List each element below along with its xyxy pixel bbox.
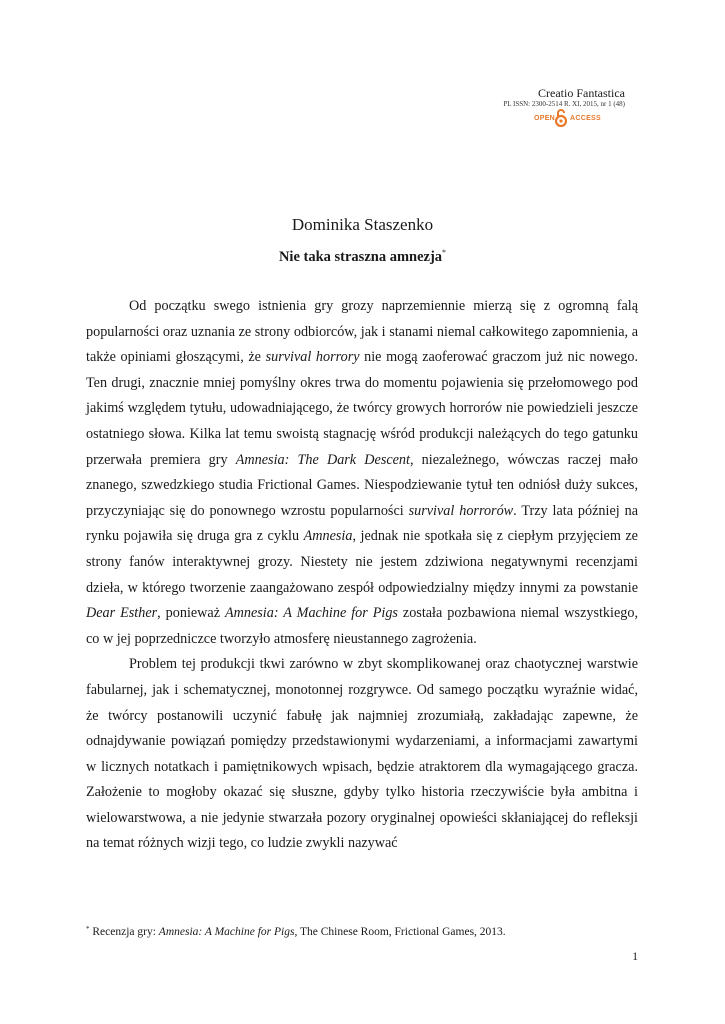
body-paragraph: [86, 652, 638, 857]
journal-header: [385, 86, 625, 109]
footnote: [86, 922, 638, 939]
text-run: , ponieważ: [157, 605, 225, 622]
text-run: została pozbawiona niemal wszystkiego, co w jej poprzedniczce tworzyło atmosferę nieustannego zagrożenia.: [86, 605, 638, 647]
article-body: [86, 294, 638, 857]
text-run: , jednak nie spotkała się z ciepłym przyjęciem ze strony fanów interaktywnej grozy. Niestety nie jestem zdziwiona negatywnymi recenzjami dzieła, w którego tworzenie zaangażowano zespół odpowiedzialny między innymi za powstanie: [86, 528, 638, 596]
open-lock-icon: [555, 108, 567, 128]
body-paragraph: [86, 294, 638, 652]
open-access-label-left: OPEN: [534, 115, 556, 122]
footnote-text: [90, 926, 506, 938]
text-run: nie mogą zaoferować graczom już nic nowego. Ten drugi, znacznie mniej pomyślny okres trwa do momentu pojawienia się przełomowego pod jakimś względem tytułu, udowadniającego, że twórcy growych horrorów nie powiedzieli jeszcze ostatniego słowa. Kilka lat temu swoistą stagnację wśród produkcji należących do tego gatunku przerwała premiera gry: [86, 349, 638, 468]
text-run: Od początku swego istnienia gry grozy naprzemiennie mierzą się z ogromną falą popularności oraz uznania ze strony odbiorców, jak i stanami niemal całkowitego zapomnienia, a także opiniami głoszącymi, że: [86, 298, 638, 366]
open-access-logo: [518, 108, 618, 130]
article-title: [0, 244, 725, 266]
italic-run: Amnesia: A Machine for Pigs: [224, 605, 398, 622]
text-run: . Trzy lata później na rynku pojawiła się druga gra z cyklu: [86, 502, 638, 545]
italic-run: Amnesia: A Machine for Pigs: [158, 926, 295, 938]
italic-run: Dear Esther: [86, 605, 158, 622]
text-run: , niezależnego, wówczas raczej mało znanego, szwedzkiego studia Frictional Games. Niespodziewanie tytuł ten odniósł duży sukces, przyczyniając się do ponownego wzrostu popularności: [86, 451, 638, 519]
journal-issn: PL ISSN: 2300-2514 R. XI, 2015, nr 1 (48): [503, 100, 625, 108]
footnote-mark: *: [86, 925, 90, 933]
article-author: Dominika Staszenko: [291, 215, 434, 234]
title-footnote-mark: *: [442, 248, 447, 257]
italic-run: survival horrorów: [408, 502, 514, 519]
italic-run: survival horrory: [265, 349, 360, 366]
page-number: 1: [632, 951, 638, 963]
italic-run: Amnesia: The Dark Descent: [235, 451, 410, 468]
text-run: , The Chinese Room, Frictional Games, 2013.: [294, 926, 506, 938]
italic-run: Amnesia: [303, 528, 353, 545]
open-access-label-right: ACCESS: [570, 115, 601, 122]
journal-title: Creatio Fantastica: [538, 86, 625, 100]
article-title-text: Nie taka straszna amnezja: [278, 249, 443, 265]
text-run: Problem tej produkcji tkwi zarówno w zbyt skomplikowanej oraz chaotycznej warstwie fabularnej, jak i schematycznej, monotonnej rozgrywce. Od samego początku wyraźnie widać, że twórcy postanowili uczynić fabułę jak najmniej zrozumiałą, zakładając zapewne, że odnajdywanie powiązań pomiędzy przedstawionymi wydarzeniami, a informacjami zawartymi w licznych notatkach i pamiętnikowych wpisach, będzie atraktorem dla wymagającego gracza. Założenie to mogłoby okazać się słuszne, gdyby tylko historia rzeczywiście była ambitna i wielowarstwowa, a nie jedynie stwarzała pozory oryginalnej opowieści skłaniającej do refleksji na temat różnych wizji tego, co ludzie zwykli nazywać: [86, 656, 638, 852]
text-run: Recenzja gry:: [89, 926, 159, 938]
